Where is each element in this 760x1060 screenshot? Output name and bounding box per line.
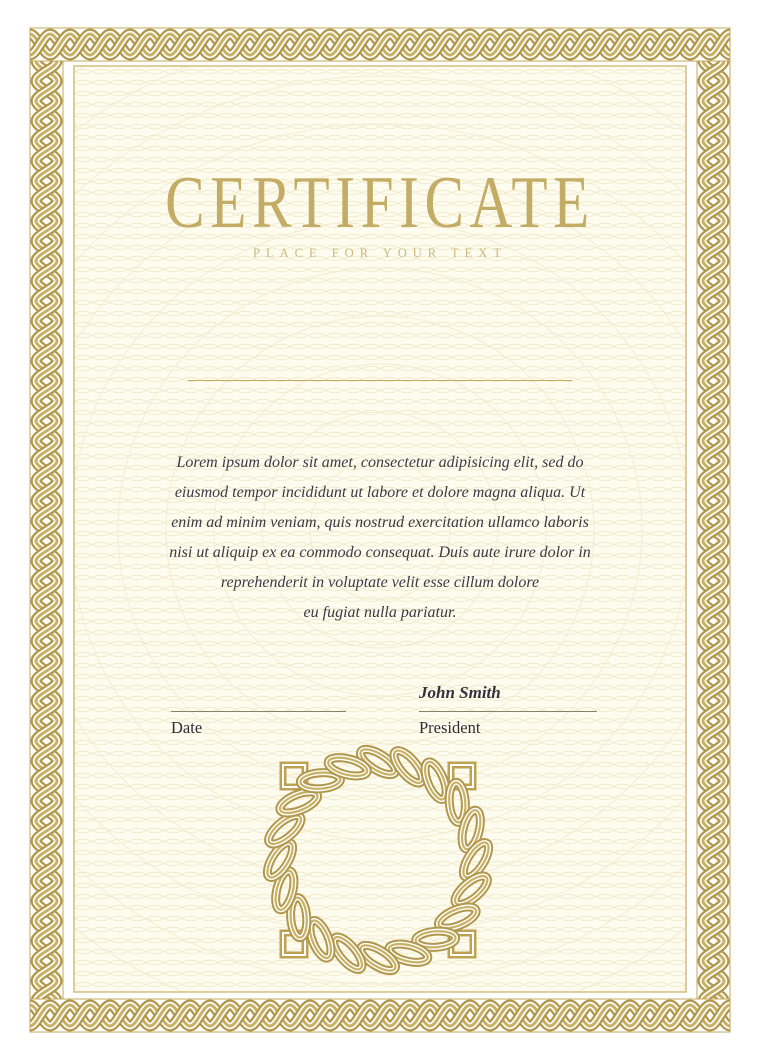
date-signature-line [171, 711, 346, 712]
president-label: President [419, 718, 481, 737]
certificate-title: CERTIFICATE [165, 162, 595, 244]
body-line: reprehenderit in voluptate velit esse cillum dolore [220, 574, 540, 591]
body-line: nisi ut aliquip ex ea commodo consequat. Duis aute irure dolor in [169, 544, 591, 561]
body-line: eu fugiat nulla pariatur. [303, 604, 457, 621]
date-label: Date [171, 718, 203, 737]
body-line: Lorem ipsum dolor sit amet, consectetur adipisicing elit, sed do [176, 454, 584, 471]
certificate-subtitle: PLACE FOR YOUR TEXT [253, 246, 507, 260]
body-line: enim ad minim veniam, quis nostrud exercitation ullamco laboris [171, 514, 589, 531]
signature-name: John Smith [419, 683, 501, 702]
body-line: eiusmod tempor incididunt ut labore et dolore magna aliqua. Ut [174, 484, 586, 501]
president-signature-line [419, 711, 597, 712]
recipient-name-line [188, 380, 572, 381]
certificate-body-text [80, 448, 680, 628]
